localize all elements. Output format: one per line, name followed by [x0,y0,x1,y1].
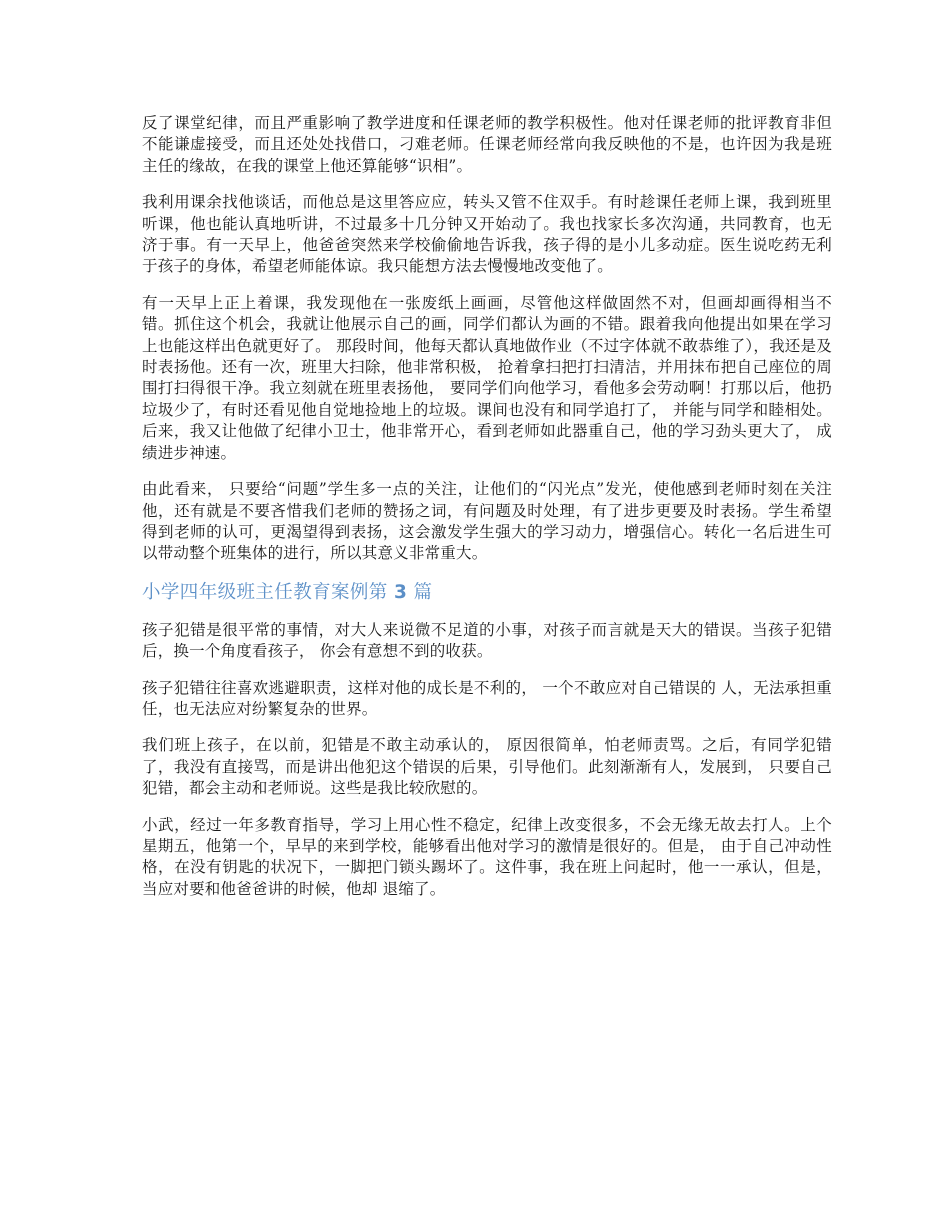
document-page [142,113,832,915]
section-heading-number: 3 [393,581,408,603]
body-paragraph: 孩子犯错是很平常的事情，对大人来说微不足道的小事，对孩子而言就是天大的错误。当孩子犯错后，换一个角度看孩子， 你会有意想不到的收获。 [142,620,832,661]
body-paragraph: 由此看来， 只要给“问题”学生多一点的关注，让他们的“闪光点”发光，使他感到老师时刻在关注他，还有就是不要吝惜我们老师的赞扬之词，有问题及时处理，有了进步更要及时表扬。学生希望得到老师的认可，更渴望得到表扬，这会激发学生强大的学习动力，增强信心。转化一名后进生可以带动整个班集体的进行，所以其意义非常重大。 [142,480,832,563]
section-heading [142,580,832,606]
body-paragraph: 我利用课余找他谈话，而他总是这里答应应，转头又管不住双手。有时趁课任老师上课，我到班里听课，他也能认真地听讲，不过最多十几分钟又开始动了。我也找家长多次沟通，共同教育，也无济于事。有一天早上，他爸爸突然来学校偷偷地告诉我，孩子得的是小儿多动症。医生说吃药无利于孩子的身体，希望老师能体谅。我只能想方法去慢慢地改变他了。 [142,193,832,276]
body-paragraph: 反了课堂纪律，而且严重影响了教学进度和任课老师的教学积极性。他对任课老师的批评教育非但不能谦虚接受，而且还处处找借口，刁难老师。任课老师经常向我反映他的不是，也许因为我是班主任的缘故，在我的课堂上他还算能够“识相”。 [142,114,832,175]
section-heading-suffix: 篇 [413,581,433,603]
body-paragraph: 小武，经过一年多教育指导，学习上用心性不稳定，纪律上改变很多，不会无缘无故去打人。上个星期五，他第一个，早早的来到学校，能够看出他对学习的激情是很好的。但是， 由于自己冲动性格，在没有钥匙的状况下，一脚把门锁头踢坏了。这件事，我在班上问起时，他一一承认，但是， 当应对要和他爸爸讲的时候，他却 退缩了。 [142,815,832,898]
body-paragraph: 孩子犯错往往喜欢逃避职责，这样对他的成长是不利的， 一个不敢应对自己错误的 人，无法承担重任，也无法应对纷繁复杂的世界。 [142,678,832,718]
section-heading-prefix: 小学四年级班主任教育案例第 [142,581,388,603]
body-paragraph: 我们班上孩子，在以前，犯错是不敢主动承认的， 原因很简单，怕老师责骂。之后，有同学犯错了，我没有直接骂，而是讲出他犯这个错误的后果，引导他们。此刻渐渐有人，发展到， 只要自己犯错，都会主动和老师说。这些是我比较欣慰的。 [142,736,832,798]
body-paragraph: 有一天早上正上着课，我发现他在一张废纸上画画，尽管他这样做固然不对，但画却画得相当不错。抓住这个机会，我就让他展示自己的画，同学们都认为画的不错。跟着我向他提出如果在学习上也能这样出色就更好了。 那段时间，他每天都认真地做作业（不过字体就不敢恭维了），我还是及时表扬他。还有一次，班里大扫除，他非常积极， 抢着拿扫把打扫清洁，并用抹布把自己座位的周围打扫得很干净。我立刻就在班里表扬他， 要同学们向他学习，看他多会劳动啊！打那以后，他扔垃圾少了，有时还看见他自觉地捡地上的垃圾。课间也没有和同学追打了， 并能与同学和睦相处。 后来，我又让他做了纪律小卫士，他非常开心，看到老师如此器重自己，他的学习劲头更大了， 成绩进步神速。 [142,293,832,462]
